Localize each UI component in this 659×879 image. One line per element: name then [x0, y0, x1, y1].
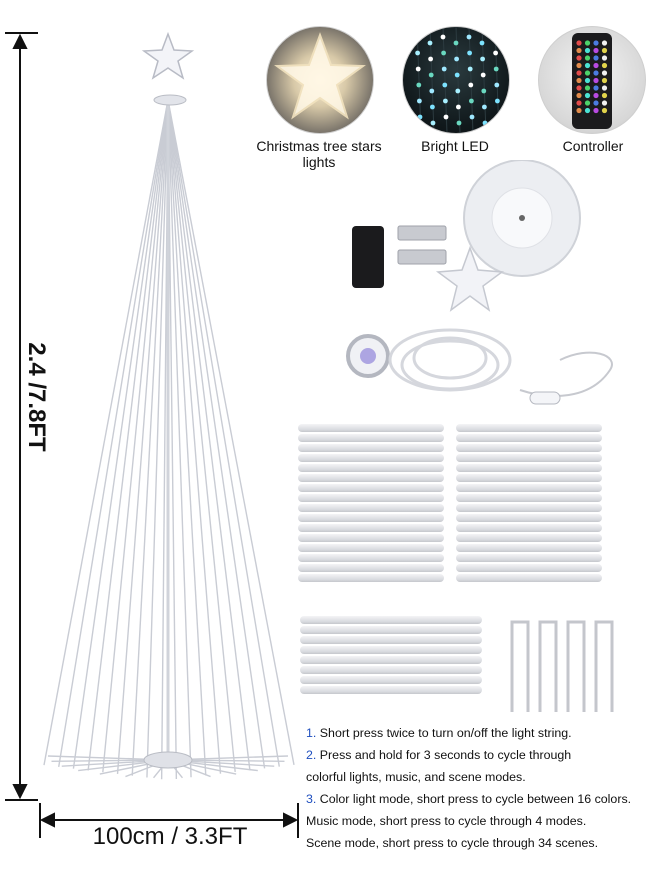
feature-caption-led: Bright LED [421, 138, 489, 154]
rod [298, 504, 444, 512]
instruction-line-6: Scene mode, short press to cycle through 34 scenes. [306, 836, 599, 850]
feature-caption-star: Christmas tree stars lights [256, 138, 382, 170]
instruction-line-2: 2. Press and hold for 3 seconds to cycle through [306, 748, 572, 762]
instruction-line-3: colorful lights, music, and scene modes. [306, 770, 526, 784]
feature-caption-controller: Controller [562, 138, 624, 154]
instructions-list [306, 722, 656, 854]
rod [298, 514, 444, 522]
rod [298, 424, 444, 432]
rod [456, 574, 602, 582]
rod [300, 666, 482, 674]
base-disc-icon [464, 160, 580, 276]
rod [456, 504, 602, 512]
rod [300, 626, 482, 634]
rod [456, 534, 602, 542]
rod [298, 554, 444, 562]
cable-roll-icon [348, 336, 388, 376]
rod [456, 514, 602, 522]
rod [300, 616, 482, 624]
small-remote-icon [352, 226, 384, 288]
remote-control-icon [538, 26, 646, 134]
instruction-line-4: 3. Color light mode, short press to cycle between 16 colors. [306, 792, 632, 806]
height-label: 2.4 /7.8FT [23, 342, 50, 452]
instruction-line-1: 1. Short press twice to turn on/off the light string. [306, 726, 572, 740]
rod [298, 464, 444, 472]
led-strings-icon [402, 26, 510, 134]
rod [456, 474, 602, 482]
rod [456, 424, 602, 432]
rod [456, 454, 602, 462]
rod [298, 544, 444, 552]
rod [298, 434, 444, 442]
rod [456, 464, 602, 472]
rod [298, 524, 444, 532]
rod [456, 444, 602, 452]
tree-top-star [144, 34, 192, 78]
rod [298, 444, 444, 452]
star-light-icon [266, 26, 374, 134]
rod [298, 484, 444, 492]
rod [300, 636, 482, 644]
rod [456, 544, 602, 552]
rod [456, 434, 602, 442]
rod [298, 574, 444, 582]
rod [298, 474, 444, 482]
rod [456, 554, 602, 562]
rod [298, 454, 444, 462]
rod [456, 484, 602, 492]
rod [300, 656, 482, 664]
instruction-line-5: Music mode, short press to cycle through 4 modes. [306, 814, 587, 828]
spring-clips-icon [398, 226, 446, 264]
ground-stakes-icon [512, 622, 612, 712]
rod [300, 676, 482, 684]
rod [456, 564, 602, 572]
width-label: 100cm / 3.3FT [92, 823, 248, 850]
light-strings-bundle-icon [390, 330, 510, 390]
rod [456, 524, 602, 532]
rod [298, 534, 444, 542]
rod [456, 494, 602, 502]
rod [298, 564, 444, 572]
rod [300, 646, 482, 654]
rod [300, 686, 482, 694]
rod [298, 494, 444, 502]
inline-controller-icon [520, 353, 612, 404]
